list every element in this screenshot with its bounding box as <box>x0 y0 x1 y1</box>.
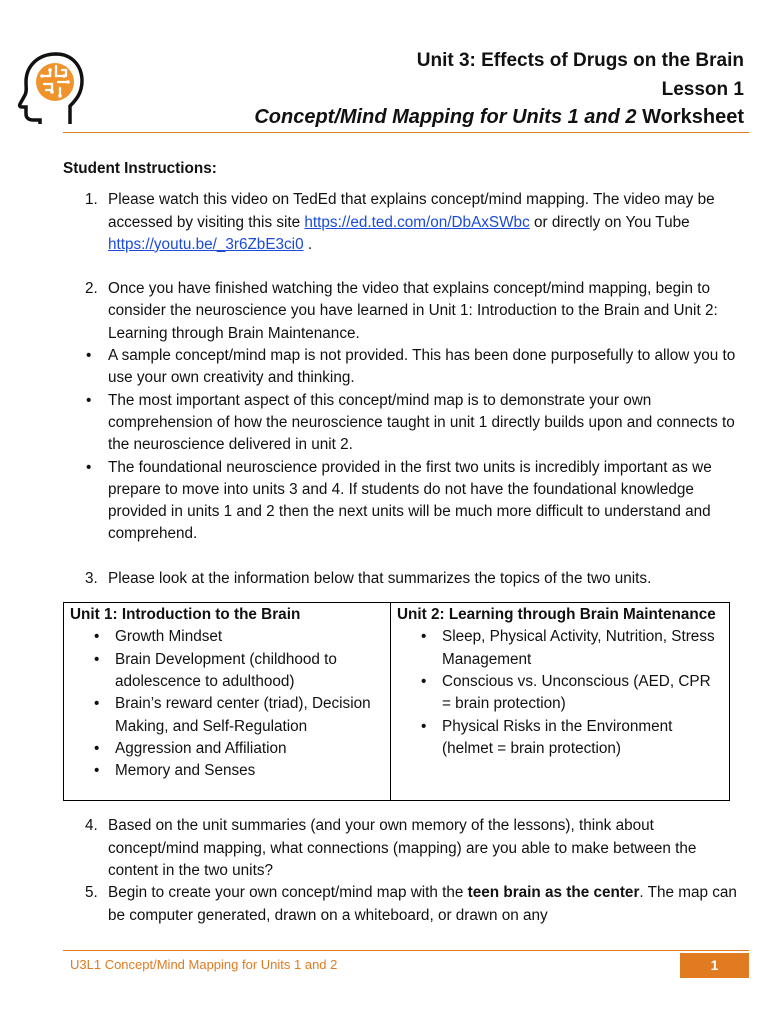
youtube-link[interactable]: https://youtu.be/_3r6ZbE3ci0 <box>108 235 304 253</box>
unit-1-cell <box>64 603 391 801</box>
item-text: Please watch this video on TedEd that explains concept/mind mapping. The video may be accessed by visiting this site <box>108 191 715 231</box>
item-text: . The map can be computer generated, drawn on a whiteboard, or drawn on any <box>108 884 737 924</box>
worksheet-body <box>63 158 743 927</box>
item-text: . <box>303 235 313 253</box>
item-text: Once you have finished watching the video that explains concept/mind mapping, begin to consider the neuroscience you have learned in Unit 1: Introduction to the Brain and Unit 2: Learning through Brain Maintenance. <box>108 280 718 342</box>
list-item: • The foundational neuroscience provided in the first two units is incredibly important as we prepare to move into units 3 and 4. If students do not have the foundational knowledge provided in units 1 and 2 then the next units will be much more difficult to understand and comprehend. <box>63 457 743 546</box>
item-text: Based on the unit summaries (and your own memory of the lessons), think about concept/mind mapping, what connections (mapping) are you able to make between the content in the two units? <box>108 817 697 880</box>
list-item: • Growth Mindset <box>70 626 384 648</box>
unit-1-topics <box>70 626 384 782</box>
item-number: 2. <box>85 280 98 298</box>
item-text: Begin to create your own concept/mind map with the <box>108 884 468 902</box>
header-unit-title: Unit 3: Effects of Drugs on the Brain <box>416 50 744 71</box>
item-number: 4. <box>85 817 98 835</box>
header-worksheet-title <box>254 106 744 129</box>
footer-divider <box>63 950 749 951</box>
instruction-item-4 <box>63 815 743 882</box>
item-2-bullets <box>63 345 743 546</box>
list-item: • Memory and Senses <box>70 760 384 782</box>
footer-title: U3L1 Concept/Mind Mapping for Units 1 and 2 <box>70 957 338 972</box>
tedEd-link[interactable]: https://ed.ted.com/on/DbAxSWbc <box>304 213 530 231</box>
page-number: 1 <box>680 953 749 978</box>
item-text: Please look at the information below that summarizes the topics of the two units. <box>108 569 652 587</box>
worksheet-title-rest: Worksheet <box>636 106 744 128</box>
item-number: 3. <box>85 569 98 587</box>
list-item: • Aggression and Affiliation <box>70 738 384 760</box>
units-summary-table <box>63 602 730 801</box>
instruction-item-1 <box>63 189 743 256</box>
item-text: or directly on You Tube <box>529 213 690 231</box>
item-text-bold: teen brain as the center <box>467 884 640 902</box>
unit-2-cell <box>391 603 730 801</box>
list-item: • A sample concept/mind map is not provided. This has been done purposefully to allow you to use your own creativity and thinking. <box>63 345 743 390</box>
instruction-item-2 <box>63 278 743 345</box>
list-item: • Brain Development (childhood to adolescence to adulthood) <box>70 649 384 694</box>
header-divider <box>63 132 749 133</box>
unit-2-heading: Unit 2: Learning through Brain Maintenance <box>397 606 716 624</box>
list-item: • Sleep, Physical Activity, Nutrition, Stress Management <box>397 626 723 671</box>
list-item: • Conscious vs. Unconscious (AED, CPR = brain protection) <box>397 671 723 716</box>
list-item: • Physical Risks in the Environment (helmet = brain protection) <box>397 716 723 761</box>
worksheet-title-italic: Concept/Mind Mapping for Units 1 and 2 <box>254 106 637 128</box>
item-number: 5. <box>85 884 98 902</box>
unit-2-topics <box>397 626 723 760</box>
instruction-item-3 <box>63 568 743 590</box>
unit-1-heading: Unit 1: Introduction to the Brain <box>70 606 301 624</box>
header-lesson: Lesson 1 <box>661 79 744 100</box>
brain-head-logo-icon <box>16 50 86 124</box>
item-number: 1. <box>85 191 98 209</box>
instruction-item-5 <box>63 882 743 927</box>
list-item: • Brain’s reward center (triad), Decision Making, and Self-Regulation <box>70 693 384 738</box>
instructions-heading: Student Instructions: <box>63 160 217 177</box>
list-item: • The most important aspect of this concept/mind map is to demonstrate your own comprehension of how the neuroscience taught in unit 1 directly builds upon and connects to the neuroscience delivered in unit 2. <box>63 390 743 457</box>
